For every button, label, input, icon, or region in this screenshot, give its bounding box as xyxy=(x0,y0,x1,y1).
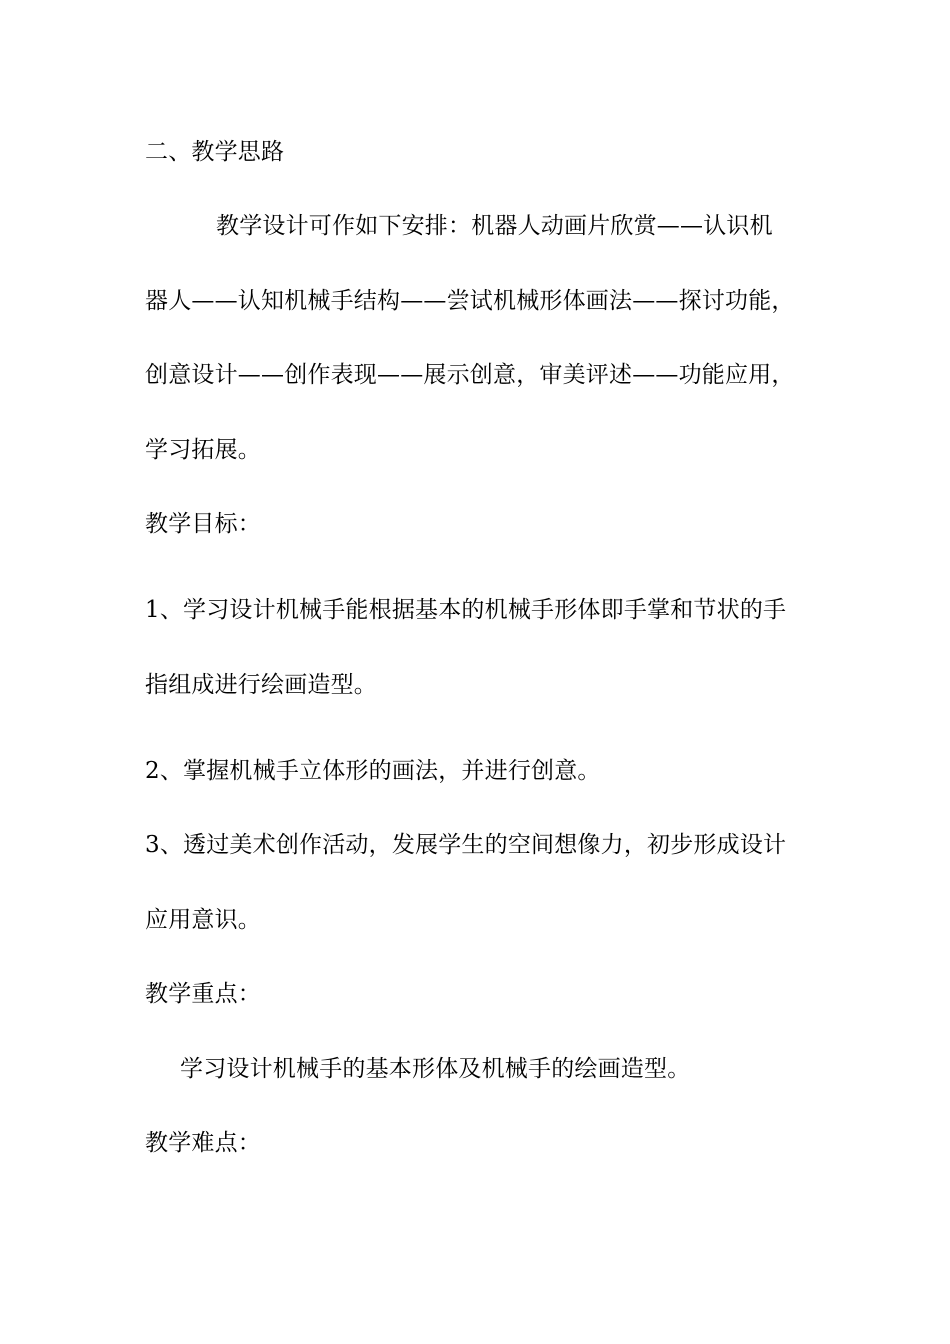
key-points-text: 学习设计机械手的基本形体及机械手的绘画造型。 xyxy=(180,1056,691,1082)
objective-line: 1、学习设计机械手能根据基本的机械手形体即手掌和节状的手 xyxy=(145,597,787,623)
paragraph-line: 学习拓展。 xyxy=(145,437,261,463)
paragraph-line: 教学设计可作如下安排：机器人动画片欣赏——认识机 xyxy=(216,213,773,239)
section-heading: 二、教学思路 xyxy=(145,139,285,165)
objective-line: 应用意识。 xyxy=(145,907,261,933)
objectives-heading: 教学目标： xyxy=(145,511,261,537)
key-points-heading: 教学重点： xyxy=(145,981,261,1007)
difficulties-heading: 教学难点： xyxy=(145,1130,261,1156)
objective-line: 3、透过美术创作活动，发展学生的空间想像力，初步形成设计 xyxy=(145,832,787,858)
paragraph-line: 创意设计——创作表现——展示创意，审美评述——功能应用， xyxy=(145,362,795,388)
paragraph-line: 器人——认知机械手结构——尝试机械形体画法——探讨功能， xyxy=(145,288,795,314)
objective-line: 2、掌握机械手立体形的画法，并进行创意。 xyxy=(145,758,601,784)
objective-line: 指组成进行绘画造型。 xyxy=(145,672,377,698)
